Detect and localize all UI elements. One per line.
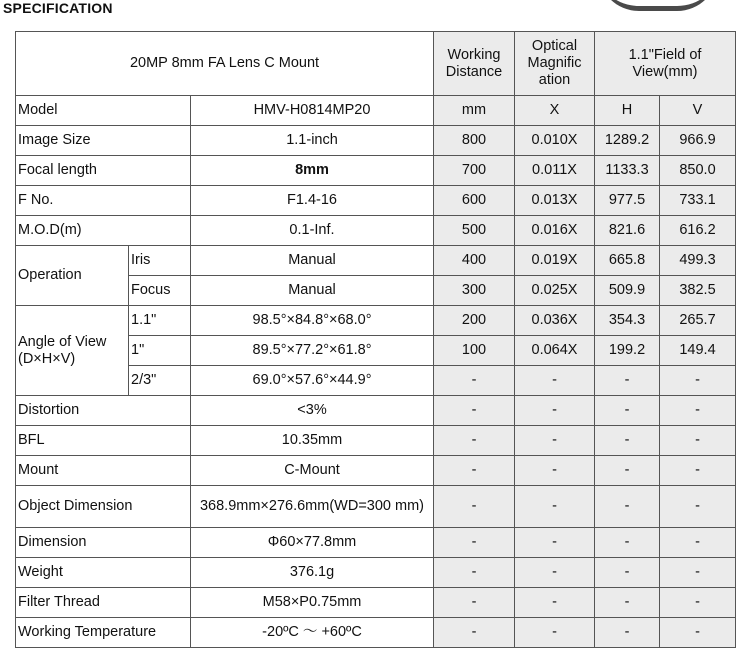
spec-label: Distortion bbox=[16, 396, 191, 426]
table-row bbox=[16, 396, 736, 426]
wd-cell: 800 bbox=[434, 126, 515, 156]
mag-cell: - bbox=[515, 618, 595, 648]
mag-cell: - bbox=[515, 486, 595, 528]
wd-cell: - bbox=[434, 558, 515, 588]
fov-h-cell: 1133.3 bbox=[595, 156, 660, 186]
spec-value: C-Mount bbox=[191, 456, 434, 486]
fov-v-cell: - bbox=[660, 426, 736, 456]
logo-arc bbox=[598, 0, 718, 11]
fov-h-cell: - bbox=[595, 618, 660, 648]
fov-v-cell: - bbox=[660, 456, 736, 486]
mag-cell: 0.019X bbox=[515, 246, 595, 276]
table-row bbox=[16, 528, 736, 558]
fov-v-cell: - bbox=[660, 396, 736, 426]
fov-h-cell: - bbox=[595, 528, 660, 558]
fov-v-cell: - bbox=[660, 618, 736, 648]
spec-value: 1.1-inch bbox=[191, 126, 434, 156]
spec-sublabel: Focus bbox=[129, 276, 191, 306]
spec-value: 8mm bbox=[191, 156, 434, 186]
spec-value: 69.0°×57.6°×44.9° bbox=[191, 366, 434, 396]
mag-cell: - bbox=[515, 426, 595, 456]
wd-cell: 600 bbox=[434, 186, 515, 216]
working-distance-header: Working Distance bbox=[434, 32, 515, 96]
spec-label: Image Size bbox=[16, 126, 191, 156]
fov-v-cell: 733.1 bbox=[660, 186, 736, 216]
wd-cell: - bbox=[434, 528, 515, 558]
spec-value: 0.1-Inf. bbox=[191, 216, 434, 246]
spec-sublabel: 1.1" bbox=[129, 306, 191, 336]
wd-cell: 200 bbox=[434, 306, 515, 336]
fov-v-cell: - bbox=[660, 366, 736, 396]
spec-label: BFL bbox=[16, 426, 191, 456]
spec-label: F No. bbox=[16, 186, 191, 216]
fov-h-cell: 199.2 bbox=[595, 336, 660, 366]
wd-cell: - bbox=[434, 618, 515, 648]
spec-sublabel: 1" bbox=[129, 336, 191, 366]
spec-value: HMV-H0814MP20 bbox=[191, 96, 434, 126]
fov-h-cell: 1289.2 bbox=[595, 126, 660, 156]
spec-value: F1.4-16 bbox=[191, 186, 434, 216]
spec-label: Weight bbox=[16, 558, 191, 588]
table-row bbox=[16, 486, 736, 528]
table-row bbox=[16, 426, 736, 456]
wd-cell: - bbox=[434, 486, 515, 528]
wd-cell: 300 bbox=[434, 276, 515, 306]
fov-h-cell: - bbox=[595, 426, 660, 456]
spec-value: 89.5°×77.2°×61.8° bbox=[191, 336, 434, 366]
fov-h-cell: - bbox=[595, 396, 660, 426]
table-row bbox=[16, 618, 736, 648]
fov-v-cell: - bbox=[660, 558, 736, 588]
table-row bbox=[16, 558, 736, 588]
table-header-row bbox=[16, 32, 736, 96]
table-row bbox=[16, 156, 736, 186]
fov-h-cell: 665.8 bbox=[595, 246, 660, 276]
wd-cell: mm bbox=[434, 96, 515, 126]
wd-cell: - bbox=[434, 366, 515, 396]
fov-h-cell: - bbox=[595, 486, 660, 528]
fov-h-cell: - bbox=[595, 588, 660, 618]
mag-cell: 0.013X bbox=[515, 186, 595, 216]
spec-sublabel: 2/3" bbox=[129, 366, 191, 396]
fov-v-cell: 382.5 bbox=[660, 276, 736, 306]
spec-label: Operation bbox=[16, 246, 129, 306]
mag-cell: 0.011X bbox=[515, 156, 595, 186]
optical-magnification-header: Optical Magnific ation bbox=[515, 32, 595, 96]
fov-h-cell: 509.9 bbox=[595, 276, 660, 306]
fov-v-cell: - bbox=[660, 528, 736, 558]
wd-cell: - bbox=[434, 588, 515, 618]
mag-cell: - bbox=[515, 558, 595, 588]
table-row bbox=[16, 246, 736, 276]
fov-h-cell: 821.6 bbox=[595, 216, 660, 246]
fov-v-cell: 149.4 bbox=[660, 336, 736, 366]
fov-h-cell: 354.3 bbox=[595, 306, 660, 336]
wd-cell: 100 bbox=[434, 336, 515, 366]
fov-v-cell: 265.7 bbox=[660, 306, 736, 336]
mag-cell: - bbox=[515, 528, 595, 558]
spec-value: <3% bbox=[191, 396, 434, 426]
spec-label: Object Dimension bbox=[16, 486, 191, 528]
table-row bbox=[16, 588, 736, 618]
fov-v-cell: 966.9 bbox=[660, 126, 736, 156]
page-heading: SPECIFICATION bbox=[3, 0, 113, 16]
spec-value: 376.1g bbox=[191, 558, 434, 588]
spec-value: -20ºC ～ +60ºC bbox=[191, 618, 434, 648]
fov-h-cell: H bbox=[595, 96, 660, 126]
table-row bbox=[16, 126, 736, 156]
fov-v-cell: 850.0 bbox=[660, 156, 736, 186]
fov-h-cell: - bbox=[595, 366, 660, 396]
spec-value: 98.5°×84.8°×68.0° bbox=[191, 306, 434, 336]
mag-cell: 0.036X bbox=[515, 306, 595, 336]
spec-value: 10.35mm bbox=[191, 426, 434, 456]
table-row bbox=[16, 96, 736, 126]
spec-table bbox=[15, 31, 736, 648]
spec-label: M.O.D(m) bbox=[16, 216, 191, 246]
spec-value: M58×P0.75mm bbox=[191, 588, 434, 618]
mag-cell: 0.016X bbox=[515, 216, 595, 246]
fov-v-cell: - bbox=[660, 486, 736, 528]
fov-v-cell: V bbox=[660, 96, 736, 126]
spec-label: Dimension bbox=[16, 528, 191, 558]
mag-cell: 0.025X bbox=[515, 276, 595, 306]
table-row bbox=[16, 306, 736, 336]
mag-cell: - bbox=[515, 366, 595, 396]
mag-cell: - bbox=[515, 456, 595, 486]
spec-value: Manual bbox=[191, 276, 434, 306]
spec-value: Φ60×77.8mm bbox=[191, 528, 434, 558]
wd-cell: 400 bbox=[434, 246, 515, 276]
fov-h-cell: - bbox=[595, 456, 660, 486]
spec-label: Mount bbox=[16, 456, 191, 486]
spec-value: Manual bbox=[191, 246, 434, 276]
mag-cell: - bbox=[515, 588, 595, 618]
spec-label: Angle of View (D×H×V) bbox=[16, 306, 129, 396]
spec-label: Working Temperature bbox=[16, 618, 191, 648]
field-of-view-header: 1.1"Field of View(mm) bbox=[595, 32, 736, 96]
spec-label: Model bbox=[16, 96, 191, 126]
fov-h-cell: - bbox=[595, 558, 660, 588]
wd-cell: 700 bbox=[434, 156, 515, 186]
fov-v-cell: 499.3 bbox=[660, 246, 736, 276]
table-row bbox=[16, 186, 736, 216]
mag-cell: X bbox=[515, 96, 595, 126]
mag-cell: 0.010X bbox=[515, 126, 595, 156]
fov-v-cell: 616.2 bbox=[660, 216, 736, 246]
mag-cell: 0.064X bbox=[515, 336, 595, 366]
table-row bbox=[16, 216, 736, 246]
spec-sublabel: Iris bbox=[129, 246, 191, 276]
wd-cell: - bbox=[434, 396, 515, 426]
product-title: 20MP 8mm FA Lens C Mount bbox=[16, 32, 434, 96]
mag-cell: - bbox=[515, 396, 595, 426]
wd-cell: - bbox=[434, 426, 515, 456]
spec-value: 368.9mm×276.6mm(WD=300 mm) bbox=[191, 486, 434, 528]
spec-label: Focal length bbox=[16, 156, 191, 186]
wd-cell: - bbox=[434, 456, 515, 486]
fov-h-cell: 977.5 bbox=[595, 186, 660, 216]
spec-label: Filter Thread bbox=[16, 588, 191, 618]
wd-cell: 500 bbox=[434, 216, 515, 246]
fov-v-cell: - bbox=[660, 588, 736, 618]
table-row bbox=[16, 456, 736, 486]
